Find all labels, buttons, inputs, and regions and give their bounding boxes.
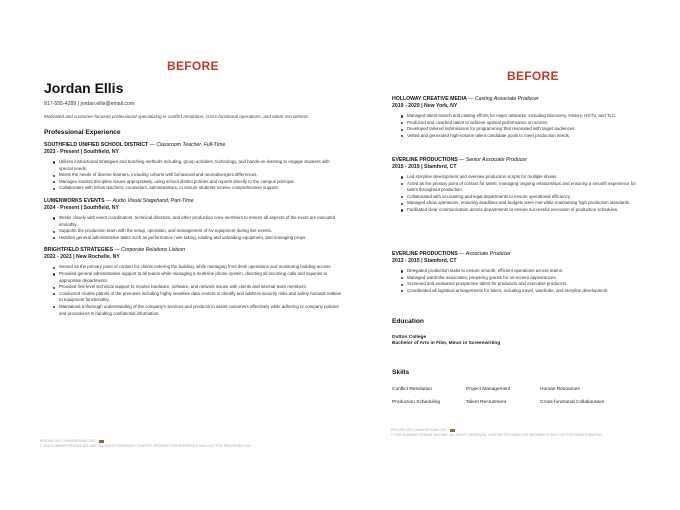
job-bullet: Produced and coached talent to achieve optimal performance on-screen. (401, 120, 642, 127)
job-entry (44, 247, 344, 317)
job-bullet: Vetted and generated high-volume talent candidate pools to meet production needs. (401, 133, 642, 140)
resume-contact: 917-555-4289 | jordan.ellis@email.com (44, 101, 135, 107)
skill-item: Talent Recruitment (466, 400, 506, 405)
skills-heading: Skills (392, 369, 410, 376)
job-entry (44, 142, 344, 192)
job-bullets (392, 113, 642, 139)
job-title: EVERLINE PRODUCTIONS — Senior Associate Producer (392, 157, 528, 163)
skill-item: Cross-functional Collaboration (540, 400, 605, 405)
skill-item: Production Scheduling (392, 400, 441, 405)
resume-summary: Motivated and customer-focused professional specializing in conflict resolution, cross-functional operations, and talent recruitment. (44, 114, 309, 119)
job-bullet: Conducted routine patrols of the premises including highly sensitive data centers to identify and address security risks and safety hazards relative to equipment functionality. (53, 291, 344, 304)
skill-item: Human Resources (540, 387, 580, 392)
job-role: Corporate Relations Liaison (121, 247, 186, 254)
skills-section (392, 369, 642, 405)
job-bullet: Manages student discipline issues appropriately, using school district policies and reports directly to the campus principal. (53, 179, 344, 186)
job-bullet: Managed show operations, ensuring deadlines and budgets were met while maintaining high production standards. (401, 200, 642, 207)
job-bullet: Delegated production tasks to ensure smooth, efficient operations across teams. (401, 268, 642, 275)
education-heading: Education (392, 318, 424, 325)
job-bullets (44, 215, 344, 241)
job-bullet: Supports the production team with the setup, operation, and management of AV equipment during live events. (53, 228, 344, 235)
job-org: LUMENWORKS EVENTS (44, 197, 105, 204)
job-org: HOLLOWAY CREATIVE MEDIA (392, 96, 467, 102)
job-bullets (44, 264, 344, 317)
job-bullet: Meets the needs of diverse learners, including cohorts with behavioral and neurodivergent differences. (53, 172, 344, 179)
job-title: BRIGHTFIELD STRATEGIES — Corporate Relations Liaison (44, 247, 186, 254)
job-bullet: Works closely with event coordinators, technical directors, and other production crew members to ensure all aspects of the event are executed smoothly. (53, 215, 344, 228)
job-org: SOUTHFIELD UNIFIED SCHOOL DISTRICT (44, 142, 149, 148)
education-school: Dutton College (392, 335, 427, 340)
job-entry (44, 198, 344, 241)
job-meta: 2024 - Present | Southfield, NY (44, 204, 119, 211)
resume-page-left (44, 80, 344, 455)
job-entry (392, 157, 642, 214)
before-label-right: BEFORE (507, 69, 559, 83)
resume-page-right (392, 96, 642, 441)
job-role: Casting Associate Producer (474, 96, 539, 102)
job-bullet: Served as the primary point of contact for clients entering the building, while managing front desk operations and monitoring building access. (53, 264, 344, 271)
job-bullets (44, 159, 344, 192)
education-degree: Bachelor of Arts in Film, Minor in Screenwriting (392, 341, 501, 346)
resume-footer-right (391, 428, 603, 437)
job-bullets (392, 174, 642, 214)
brand-logo-icon (450, 429, 455, 432)
job-entry (392, 251, 642, 294)
job-bullet: Screened and evaluated prospective talent for producers and executive producers. (401, 281, 642, 288)
job-bullet: Facilitated clear communication across departments to ensure successful execution of production schedules. (401, 207, 642, 214)
job-role: Classroom Teacher, Full-Time (156, 142, 226, 148)
skill-item: Project Management (466, 387, 511, 392)
job-bullet: Collaborates with fellow teachers, counselors, administrators, to ensure students receive comprehensive support. (53, 185, 344, 192)
footer-copyright: © 2025 SUMMARY RESUME BUILDER. ALL RIGHTS RESERVED. CONTENT PROVIDED FOR REFERENCE ONLY. NOT FOR REDISTRIBUTION. (391, 432, 603, 437)
job-bullet: Managed wardrobe associates, preparing guests for on-screen appearances. (401, 275, 642, 282)
job-title: EVERLINE PRODUCTIONS — Associate Producer (392, 251, 511, 257)
job-bullet: Coordinated all logistical arrangements for talent, including travel, wardrobe, and storyline development. (401, 288, 642, 295)
job-role: Senior Associate Producer (465, 157, 528, 163)
job-role: Audio Visual Stagehand, Part-Time (112, 197, 194, 204)
skills-grid (392, 387, 642, 405)
experience-heading: Professional Experience (44, 129, 121, 136)
job-meta: 2015 - 2019 | Stamford, CT (392, 164, 457, 170)
job-meta: 2013 - 2015 | Stamford, CT (392, 258, 457, 264)
brand-logo-icon (99, 440, 104, 443)
job-bullet: Collaborated with accounting and legal departments to ensure operational efficiency. (401, 194, 642, 201)
before-label-left: BEFORE (167, 59, 219, 73)
job-meta: 2023 - Present | Southfield, NY (44, 149, 119, 155)
skill-item: Conflict Resolution (392, 387, 432, 392)
job-bullet: Provided general administrative support to all teams while managing a multi-line phone system, directing all incoming calls and inquiries to appropriate departments. (53, 271, 344, 284)
job-title: HOLLOWAY CREATIVE MEDIA — Casting Associate Producer (392, 96, 539, 102)
job-bullet: Handles general administrative tasks such as performance note taking, loading and unloading equipment, and managing props. (53, 235, 344, 242)
job-bullet: Provided first-level technical support to resolve hardware, software, and network issues with clients and internal team members. (53, 284, 344, 291)
job-meta: 2019 - 2020 | New York, NY (392, 103, 458, 109)
job-org: EVERLINE PRODUCTIONS (392, 157, 458, 163)
job-bullet: Utilizes instructional strategies and teaching methods including, group activities, technology, and hands-on learning to engage students with special needs. (53, 159, 344, 172)
footer-line: RESUME.ORG | WWW.RESUME.ORG (40, 439, 96, 443)
footer-copyright: © 2025 SUMMARY RESUME BUILDER. ALL RIGHTS RESERVED. CONTENT PROVIDED FOR REFERENCE ONLY. NOT FOR REDISTRIBUTION. (40, 443, 252, 448)
job-bullet: Managed talent search and casting efforts for major networks, including Discovery, History, HGTV, and TLC. (401, 113, 642, 120)
job-title: SOUTHFIELD UNIFIED SCHOOL DISTRICT — Classroom Teacher, Full-Time (44, 142, 226, 148)
job-org: EVERLINE PRODUCTIONS (392, 251, 458, 257)
job-bullet: Maintained a thorough understanding of the company's services and products to assist customers effectively while adhering to company policies and procedures in handling confidential information. (53, 304, 344, 317)
education-section (392, 318, 642, 347)
job-org: BRIGHTFIELD STRATEGIES (44, 247, 114, 254)
job-title: LUMENWORKS EVENTS — Audio Visual Stagehand, Part-Time (44, 197, 194, 204)
job-bullet: Developed tailored submissions for programming that resonated with target audiences. (401, 126, 642, 133)
job-entry (392, 96, 642, 139)
resume-name: Jordan Ellis (44, 80, 124, 96)
job-bullet: Led storyline development and oversaw production scripts for multiple shows. (401, 174, 642, 181)
job-role: Associate Producer (465, 251, 511, 257)
job-bullet: Acted as the primary point of contact for talent, managing ongoing relationships and ensuring a smooth experience for talent throughout production. (401, 181, 642, 194)
job-meta: 2022 - 2023 | New Rochelle, NY (44, 254, 120, 261)
job-bullets (392, 268, 642, 294)
footer-line: RESUME.ORG | WWW.RESUME.ORG (391, 428, 447, 432)
resume-footer-left (40, 439, 252, 448)
